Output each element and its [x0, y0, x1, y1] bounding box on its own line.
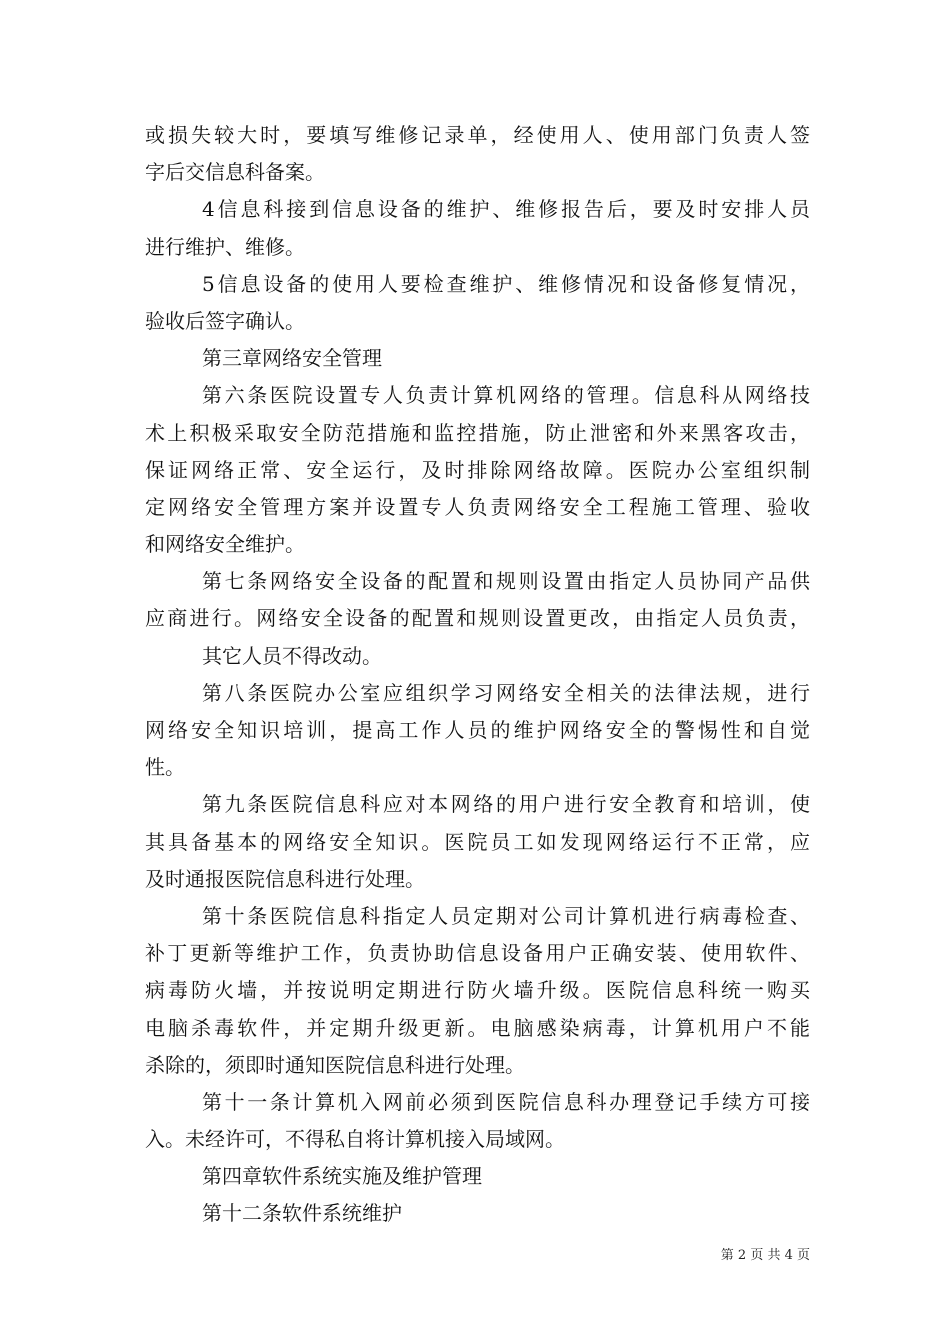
page-number: 第 2 页 共 4 页: [720, 1248, 810, 1263]
text-line: 及时通报医院信息科进行处理。: [145, 866, 425, 891]
text-line: 第八条医院办公室应组织学习网络安全相关的法律法规，进行: [202, 680, 810, 705]
text-line: 第七条网络安全设备的配置和规则设置由指定人员协同产品供: [202, 569, 810, 594]
text-line: 验收后签字确认。: [145, 308, 305, 333]
text-line: 和网络安全维护。: [145, 532, 305, 557]
text-line: 补丁更新等维护工作，负责协助信息设备用户正确安装、使用软件、: [145, 941, 810, 966]
text-line: 入。未经许可，不得私自将计算机接入局域网。: [145, 1127, 565, 1152]
text-line: 第十二条软件系统维护: [202, 1201, 402, 1226]
text-line: 其它人员不得改动。: [202, 643, 382, 668]
text-line: 定网络安全管理方案并设置专人负责网络安全工程施工管理、验收: [145, 494, 810, 519]
document-body: [145, 117, 810, 1233]
text-line: 4信息科接到信息设备的维护、维修报告后，要及时安排人员: [202, 197, 810, 222]
text-line: 第九条医院信息科应对本网络的用户进行安全教育和培训，使: [202, 792, 810, 817]
text-line: 第三章网络安全管理: [202, 346, 382, 371]
text-line: 进行维护、维修。: [145, 234, 305, 259]
text-line: 其具备基本的网络安全知识。医院员工如发现网络运行不正常，应: [145, 829, 810, 854]
text-line: 网络安全知识培训，提高工作人员的维护网络安全的警惕性和自觉: [145, 718, 810, 742]
text-line: 字后交信息科备案。: [145, 160, 325, 185]
text-line: 病毒防火墙，并按说明定期进行防火墙升级。医院信息科统一购买: [145, 978, 810, 1003]
text-line: 术上积极采取安全防范措施和监控措施，防止泄密和外来黑客攻击，: [145, 420, 810, 445]
text-line: 第六条医院设置专人负责计算机网络的管理。信息科从网络技: [202, 383, 810, 408]
text-line: 电脑杀毒软件，并定期升级更新。电脑感染病毒，计算机用户不能: [145, 1015, 810, 1040]
text-line: 保证网络正常、安全运行，及时排除网络故障。医院办公室组织制: [145, 457, 810, 482]
text-line: 性。: [145, 755, 185, 780]
text-line: 第四章软件系统实施及维护管理: [202, 1164, 482, 1189]
text-line: 第十一条计算机入网前必须到医院信息科办理登记手续方可接: [202, 1089, 810, 1114]
text-line: 杀除的，须即时通知医院信息科进行处理。: [145, 1052, 525, 1077]
text-line: 应商进行。网络安全设备的配置和规则设置更改，由指定人员负责，: [145, 606, 810, 631]
text-line: 5信息设备的使用人要检查维护、维修情况和设备修复情况，: [202, 271, 810, 296]
text-line: 或损失较大时，要填写维修记录单，经使用人、使用部门负责人签: [145, 123, 810, 147]
text-line: 第十条医院信息科指定人员定期对公司计算机进行病毒检查、: [202, 903, 810, 928]
